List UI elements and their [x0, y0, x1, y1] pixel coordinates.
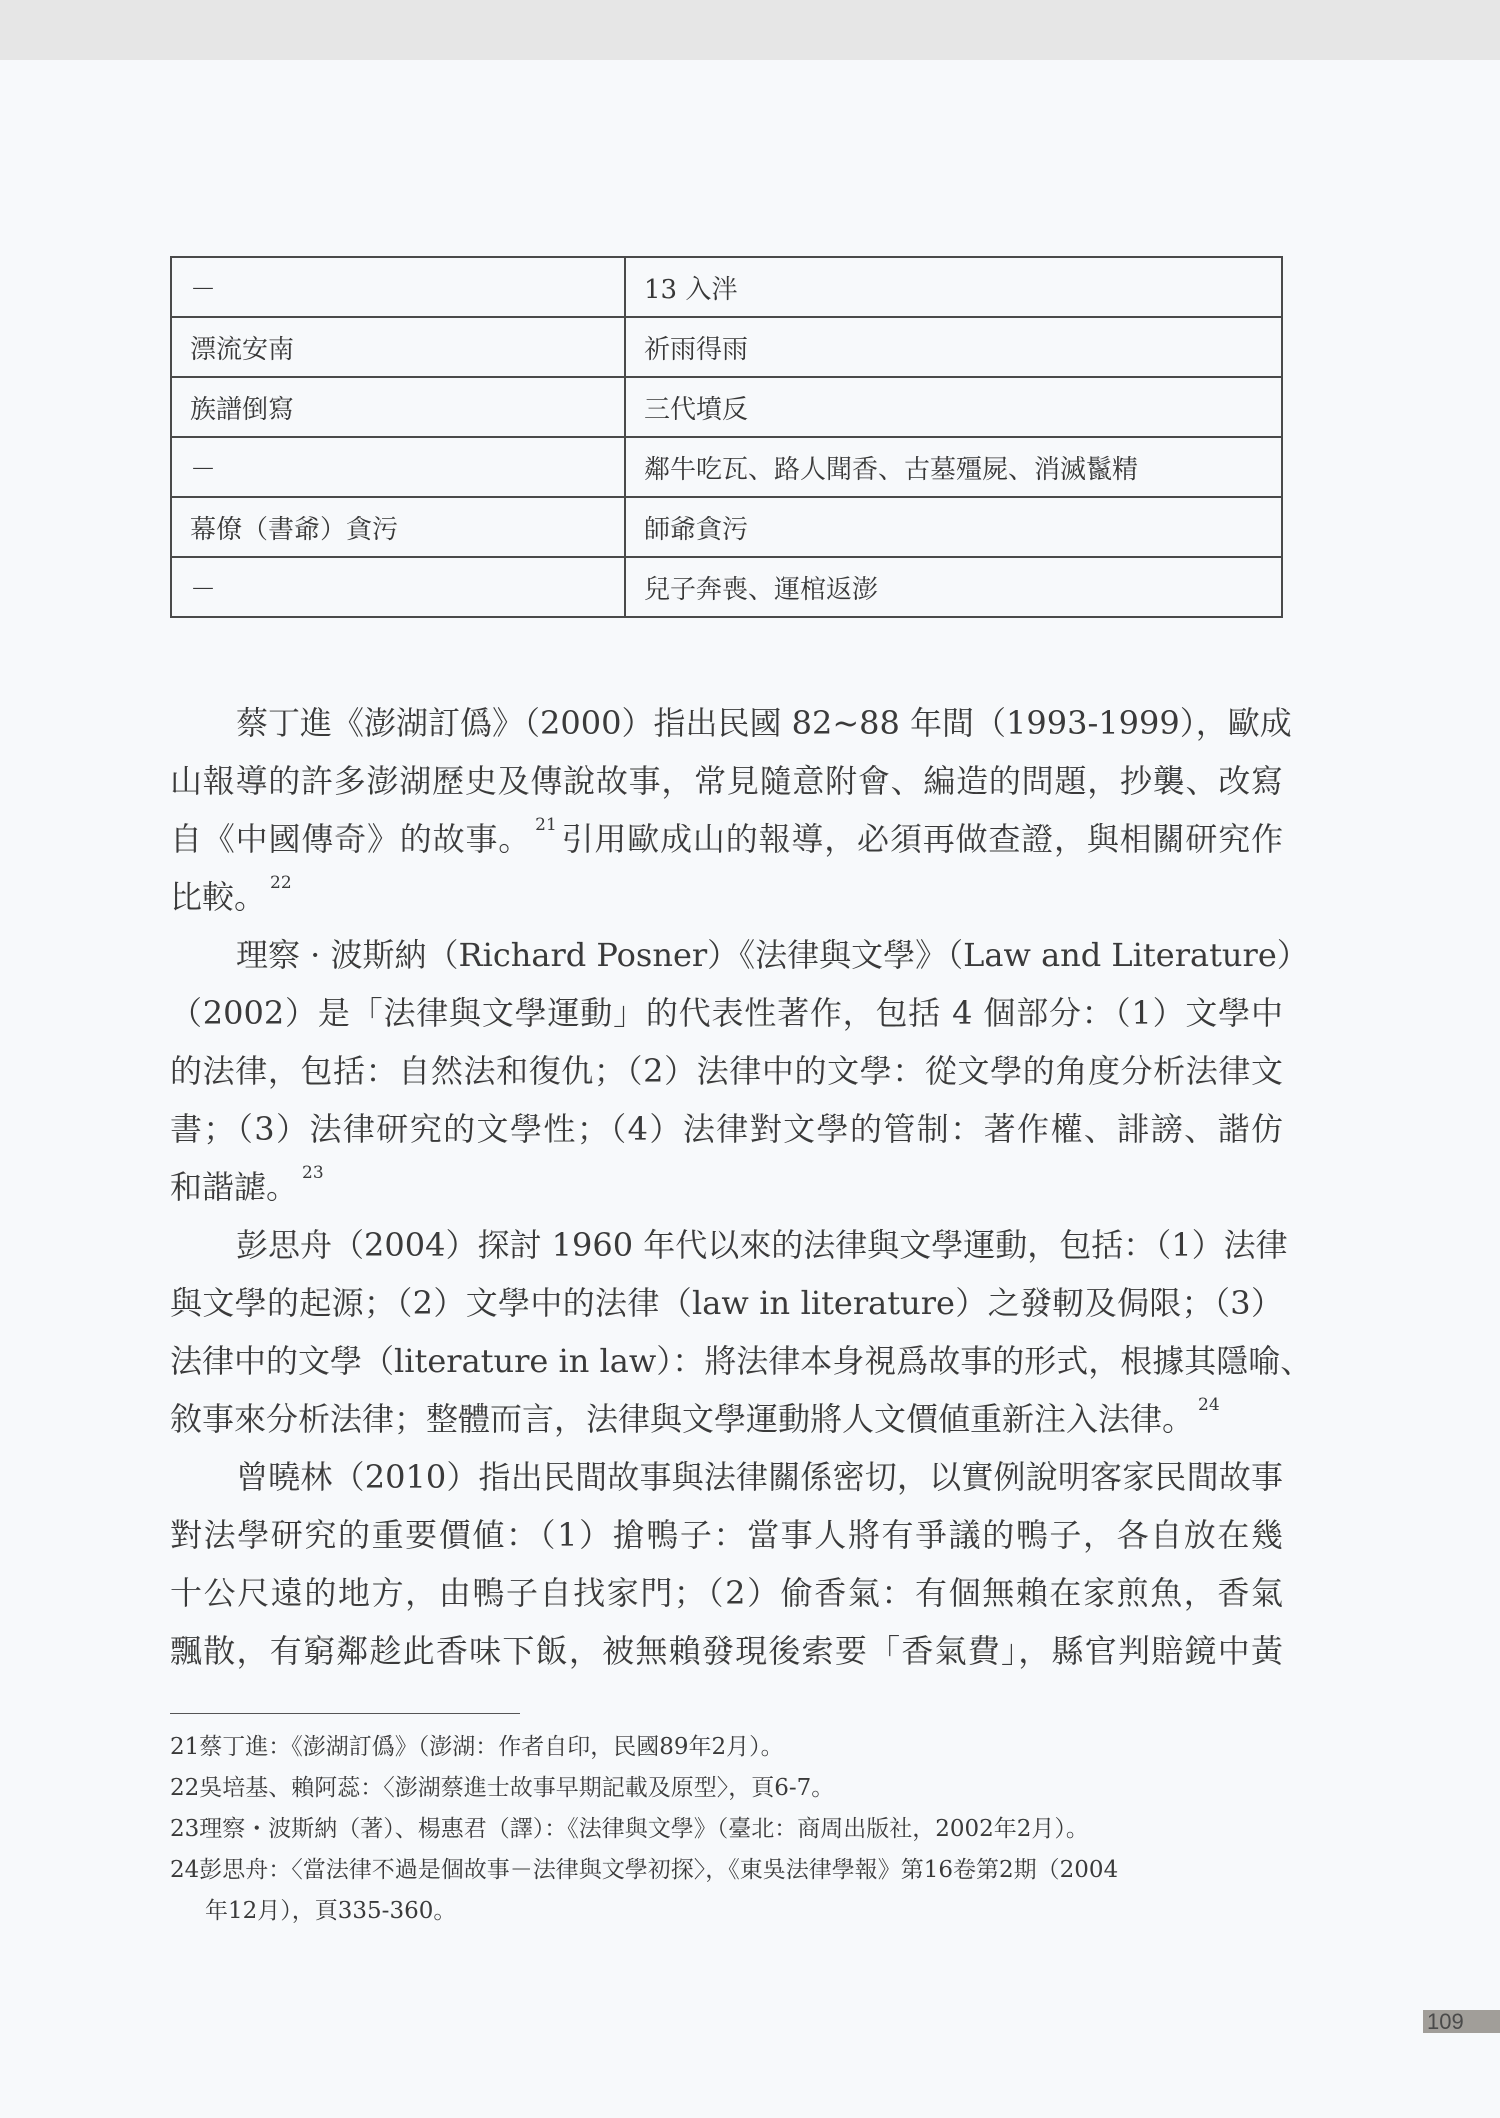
original-story-cell: 族譜倒寫	[171, 377, 625, 437]
text-segment: 飄散，有窮鄰趁此香味下飯，被無賴發現後索要「香氣費」，縣官判賠鏡中黃	[170, 1632, 1283, 1670]
text-segment: 和諧謔。	[170, 1168, 299, 1206]
text-line	[170, 1216, 1288, 1274]
text-segment: 法律中的文學（literature in law）：將法律本身視爲故事的形式，根據其隱喻、	[170, 1342, 1313, 1380]
text-segment: 的法律，包括：自然法和復仇；（2）法律中的文學：從文學的角度分析法律文	[170, 1052, 1283, 1090]
text-segment: 理察 · 波斯納（Richard Posner）《法律與文學》（Law and Literature）	[236, 936, 1309, 974]
text-segment: 蔡丁進《澎湖訂僞》（2000）指出民國 82~88 年間（1993-1999），歐成	[236, 704, 1292, 742]
text-segment: 對法學研究的重要價値：（1）搶鴨子：當事人將有爭議的鴨子，各自放在幾	[170, 1516, 1283, 1554]
text-line	[170, 1332, 1313, 1390]
text-line	[170, 1564, 1283, 1622]
text-line	[170, 1042, 1283, 1100]
text-segment: 與文學的起源；（2）文學中的法律（law in literature）之發軔及侷限；（3）	[170, 1284, 1283, 1322]
story-comparison-table	[170, 256, 1283, 618]
original-story-cell: 漂流安南	[171, 317, 625, 377]
variant-story-cell: 三代墳反	[625, 377, 1282, 437]
body-text	[170, 694, 1313, 1680]
footnote: 年12月），頁335-360。	[205, 1898, 457, 1924]
text-line	[170, 868, 1283, 926]
footnotes	[170, 1727, 1283, 1932]
footnote: 23理察・波斯納（著）、楊惠君（譯）：《法律與文學》（臺北：商周出版社，2002年2月）。	[170, 1816, 1089, 1842]
text-segment: 引用歐成山的報導，必須再做查證，與相關研究作	[560, 820, 1283, 858]
text-segment: 比較。	[170, 878, 267, 916]
footnote-reference: 21	[535, 815, 557, 835]
table-row	[171, 317, 1282, 377]
footnote: 21蔡丁進：《澎湖訂僞》（澎湖：作者自印，民國89年2月）。	[170, 1734, 784, 1760]
text-line	[170, 1100, 1283, 1158]
original-story-cell: －	[171, 557, 625, 617]
paragraph	[170, 1216, 1313, 1448]
paragraph	[170, 926, 1309, 1216]
text-segment: 書；（3）法律研究的文學性；（4）法律對文學的管制：著作權、誹謗、諧仿	[170, 1110, 1283, 1148]
table-row	[171, 497, 1282, 557]
scan-top-band	[0, 0, 1500, 60]
original-story-cell: －	[171, 257, 625, 317]
text-line	[170, 1390, 1283, 1448]
paragraph	[170, 1448, 1283, 1680]
variant-story-cell: 師爺貪污	[625, 497, 1282, 557]
table-row	[171, 437, 1282, 497]
original-story-cell: 幕僚（書爺）貪污	[171, 497, 625, 557]
footnote-separator	[170, 1713, 520, 1714]
variant-story-cell: 鄰牛吃瓦、路人聞香、古墓殭屍、消滅鬣精	[625, 437, 1282, 497]
footnote-reference: 22	[270, 873, 292, 893]
text-segment: （2002）是「法律與文學運動」的代表性著作，包括 4 個部分：（1）文學中	[170, 994, 1283, 1032]
text-segment: 敘事來分析法律；整體而言，法律與文學運動將人文價値重新注入法律。	[170, 1400, 1195, 1438]
text-line	[170, 1274, 1283, 1332]
text-segment: 彭思舟（2004）探討 1960 年代以來的法律與文學運動，包括：（1）法律	[236, 1226, 1288, 1264]
paragraph	[170, 694, 1292, 926]
page-number: 109	[1423, 2010, 1500, 2033]
variant-story-cell: 兒子奔喪、運棺返澎	[625, 557, 1282, 617]
text-line	[170, 1158, 1283, 1216]
variant-story-cell: 13 入泮	[625, 257, 1282, 317]
footnote-reference: 24	[1198, 1395, 1220, 1415]
text-line	[170, 984, 1283, 1042]
table-row	[171, 557, 1282, 617]
text-line	[170, 752, 1283, 810]
table-row	[171, 377, 1282, 437]
text-line	[170, 694, 1292, 752]
text-segment: 十公尺遠的地方，由鴨子自找家門；（2）偷香氣：有個無賴在家煎魚，香氣	[170, 1574, 1283, 1612]
footnote: 22吳培基、賴阿蕊：〈澎湖蔡進士故事早期記載及原型〉，頁6-7。	[170, 1775, 835, 1801]
text-line	[170, 810, 1283, 868]
text-segment: 山報導的許多澎湖歷史及傳說故事，常見隨意附會、編造的問題，抄襲、改寫	[170, 762, 1283, 800]
original-story-cell: －	[171, 437, 625, 497]
text-line	[170, 1448, 1283, 1506]
variant-story-cell: 祈雨得雨	[625, 317, 1282, 377]
footnote-reference: 23	[302, 1163, 324, 1183]
text-segment: 曾曉林（2010）指出民間故事與法律關係密切，以實例說明客家民間故事	[236, 1458, 1283, 1496]
text-line	[170, 1622, 1283, 1680]
table-row	[171, 257, 1282, 317]
text-segment: 自《中國傳奇》的故事。	[170, 820, 532, 858]
text-line	[170, 926, 1309, 984]
text-line	[170, 1506, 1283, 1564]
footnote: 24彭思舟：〈當法律不過是個故事－法律與文學初探〉，《東吳法律學報》第16卷第2期（2004	[170, 1857, 1119, 1883]
